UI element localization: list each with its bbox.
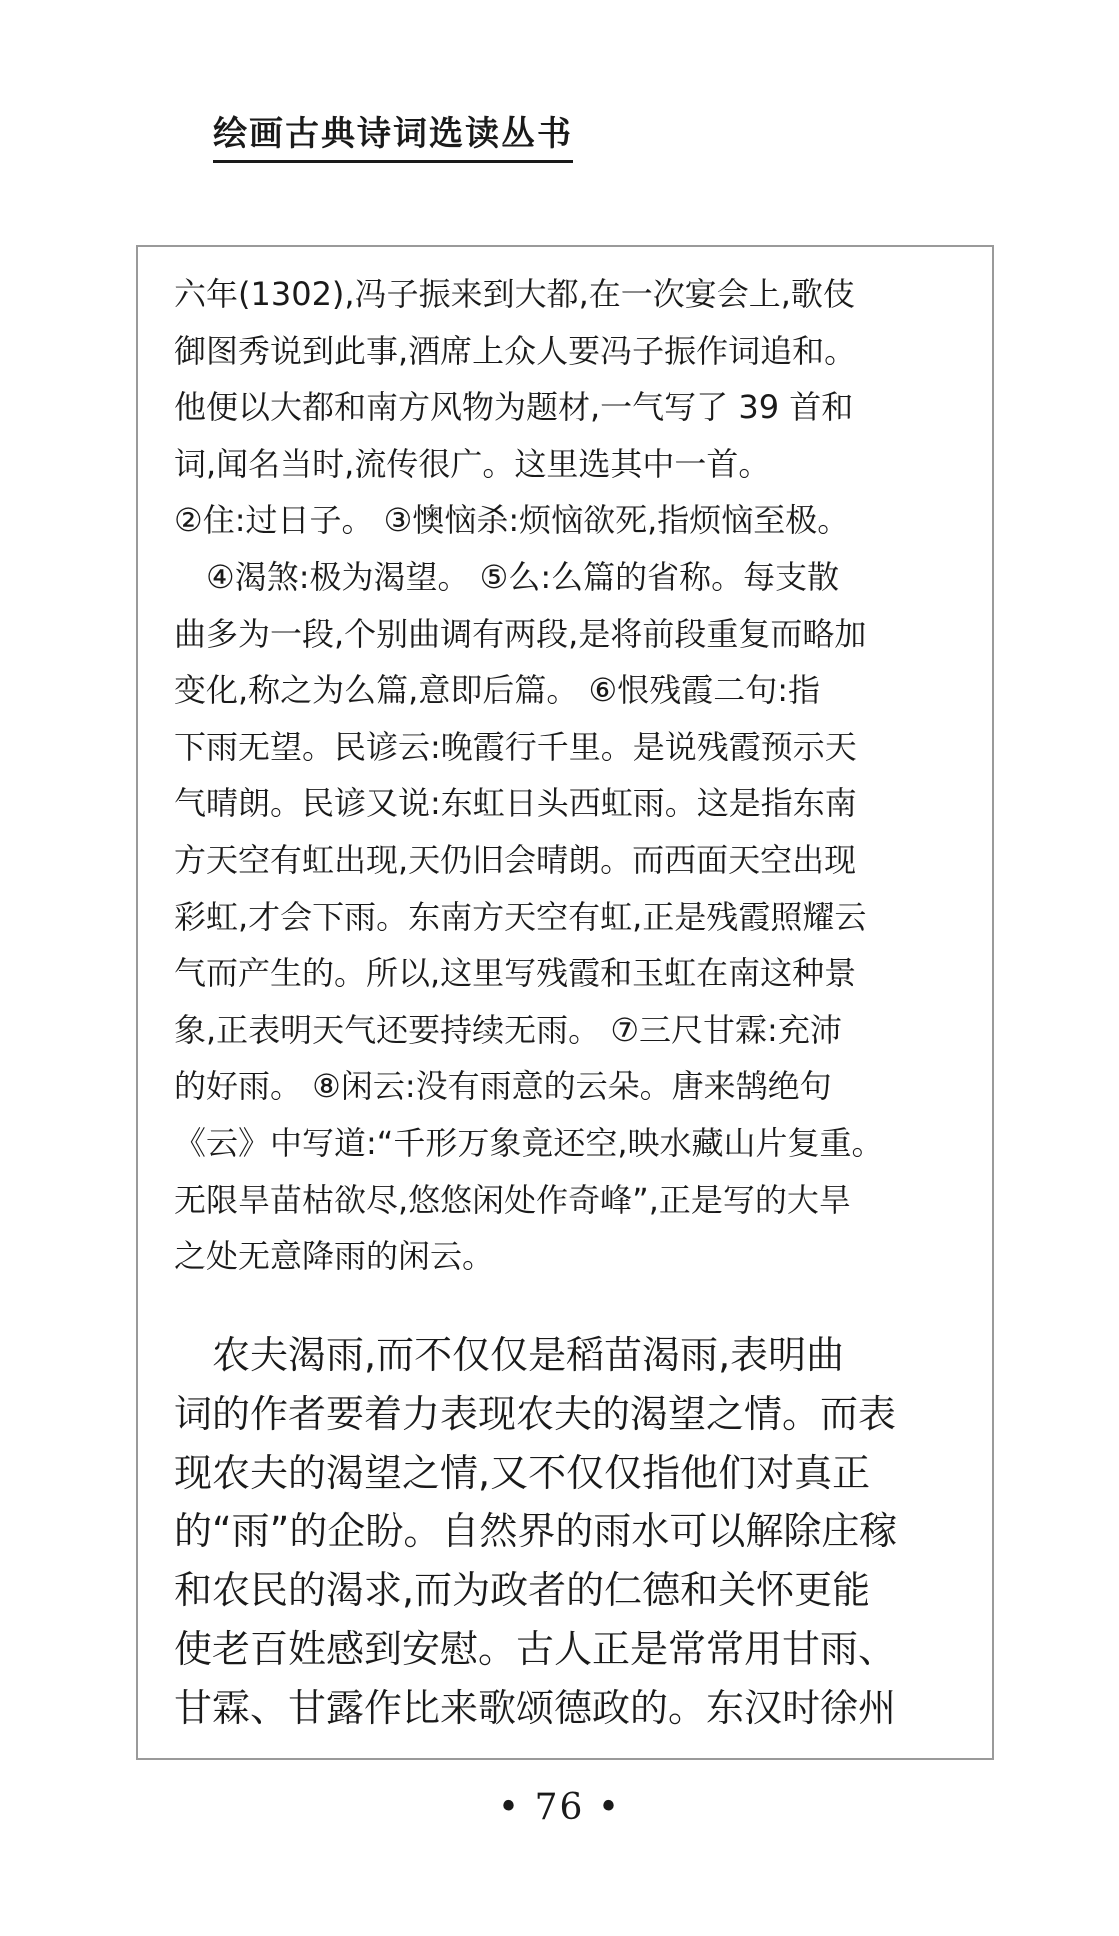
note-line: 词,闻名当时,流传很广。这里选其中一首。: [174, 444, 771, 483]
note-line: 他便以大都和南方风物为题材,一气写了 39 首和: [174, 388, 854, 427]
body-line: 使老百姓感到安慰。古人正是常常用甘雨、: [174, 1626, 897, 1671]
series-title: 绘画古典诗词选读丛书: [213, 112, 573, 163]
body-line: 农夫渴雨,而不仅仅是稻苗渴雨,表明曲: [174, 1333, 845, 1377]
note-line: 下雨无望。民谚云:晚霞行千里。是说残霞预示天: [174, 727, 857, 766]
body-line: 的“雨”的企盼。自然界的雨水可以解除庄稼: [174, 1509, 898, 1554]
content-frame: [136, 245, 994, 1760]
note-line: 的好雨。 ⑧闲云:没有雨意的云朵。唐来鹄绝句: [174, 1067, 832, 1106]
note-line: 象,正表明天气还要持续无雨。 ⑦三尺甘霖:充沛: [174, 1010, 842, 1049]
note-line: 彩虹,才会下雨。东南方天空有虹,正是残霞照耀云: [174, 897, 867, 936]
note-line: ②住:过日子。 ③懊恼杀:烦恼欲死,指烦恼至极。: [174, 501, 850, 540]
note-line: 方天空有虹出现,天仍旧会晴朗。而西面天空出现: [174, 840, 857, 879]
page-number: • 76 •: [497, 1787, 622, 1828]
note-line: 气而产生的。所以,这里写残霞和玉虹在南这种景: [174, 954, 857, 993]
body-paragraph: [174, 1326, 968, 1738]
note-line: 《云》中写道:“千形万象竟还空,映水藏山片复重。: [174, 1123, 884, 1162]
note-line: 曲多为一段,个别曲调有两段,是将前段重复而略加: [174, 614, 867, 653]
body-line: 现农夫的渴望之情,又不仅仅指他们对真正: [174, 1450, 871, 1495]
note-line: 御图秀说到此事,酒席上众人要冯子振作词追和。: [174, 331, 857, 370]
body-line: 甘霖、甘露作比来歌颂德政的。东汉时徐州: [174, 1685, 897, 1730]
note-line: 六年(1302),冯子振来到大都,在一次宴会上,歌伎: [174, 275, 855, 313]
note-line: 气晴朗。民谚又说:东虹日头西虹雨。这是指东南: [174, 784, 857, 823]
note-line: 之处无意降雨的闲云。: [174, 1237, 495, 1276]
annotation-notes: [174, 266, 968, 1285]
note-line: ④渴煞:极为渴望。 ⑤么:么篇的省称。每支散: [174, 557, 840, 596]
note-line: 变化,称之为么篇,意即后篇。 ⑥恨残霞二句:指: [174, 671, 820, 710]
note-line: 无限旱苗枯欲尽,悠悠闲处作奇峰”,正是写的大旱: [174, 1180, 851, 1219]
body-line: 词的作者要着力表现农夫的渴望之情。而表: [174, 1391, 897, 1436]
body-line: 和农民的渴求,而为政者的仁德和关怀更能: [174, 1568, 871, 1613]
